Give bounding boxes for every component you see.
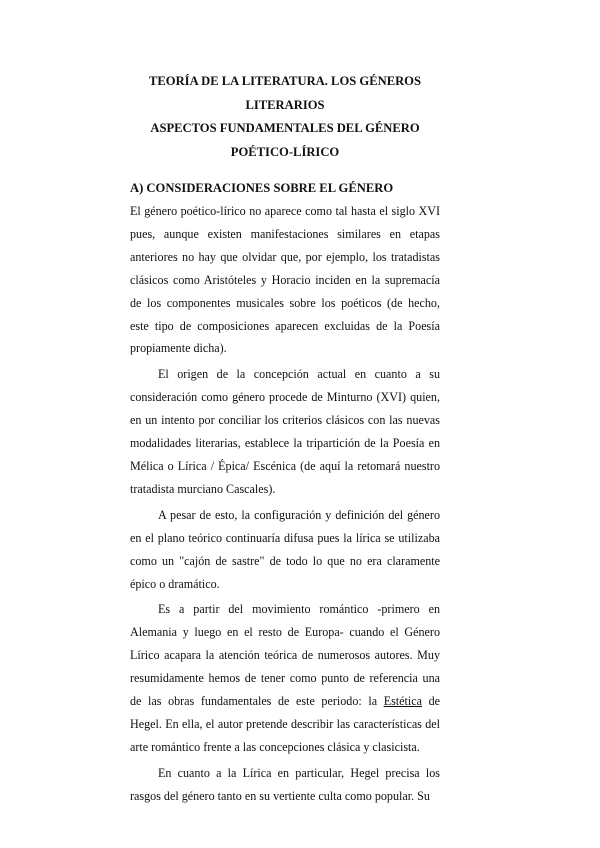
paragraph-3: A pesar de esto, la configuración y definición del género en el plano teórico continuaría difusa pues la lírica se utilizaba como un "cajón de sastre" de todo lo que no era claramente épico o dramático. xyxy=(130,507,440,591)
estetica-underlined-title: Estética xyxy=(383,694,422,709)
title-line-1: TEORÍA DE LA LITERATURA. LOS GÉNEROS xyxy=(148,74,421,88)
document-body xyxy=(130,200,440,811)
paragraph-4 xyxy=(130,598,440,758)
paragraph-4-text-before: Es a partir del movimiento romántico -primero en Alemania y luego en el resto de Europa- cuando el Género Lírico acapara la atención teórica de numerosos autores. Muy resumidamente hemos de tener como punto de referencia una de las obras fundamentales de este periodo: la xyxy=(130,602,440,709)
section-heading: A) CONSIDERACIONES SOBRE EL GÉNERO xyxy=(130,181,394,195)
title-line-3: ASPECTOS FUNDAMENTALES DEL GÉNERO xyxy=(150,121,420,135)
document-title xyxy=(140,70,430,164)
paragraph-5: En cuanto a la Lírica en particular, Hegel precisa los rasgos del género tanto en su vertiente culta como popular. Su xyxy=(130,765,440,803)
paragraph-2: El origen de la concepción actual en cuanto a su consideración como género procede de Minturno (XVI) quien, en un intento por conciliar los criterios clásicos con las nuevas modalidades literarias, establece la tripartición de la Poesía en Mélica o Lírica / Épica/ Escénica (de aquí la retomará nuestro tratadista murciano Cascales). xyxy=(130,367,440,496)
paragraph-1: El género poético-lírico no aparece como tal hasta el siglo XVI pues, aunque existen manifestaciones similares en etapas anteriores no hay que olvidar que, por ejemplo, los tratadistas clásicos como Aristóteles y Horacio inciden en la supremacía de los componentes musicales sobre los poéticos (de hecho, este tipo de composiciones aparecen excluidas de la Poesía propiamente dicha). xyxy=(130,204,440,356)
paragraph-4-text-after: de Hegel. En ella, el autor pretende describir las características del arte romántico frente a las concepciones clásica y clasicista. xyxy=(130,694,440,754)
title-line-4: POÉTICO-LÍRICO xyxy=(230,144,340,159)
title-line-2: LITERARIOS xyxy=(245,97,325,112)
